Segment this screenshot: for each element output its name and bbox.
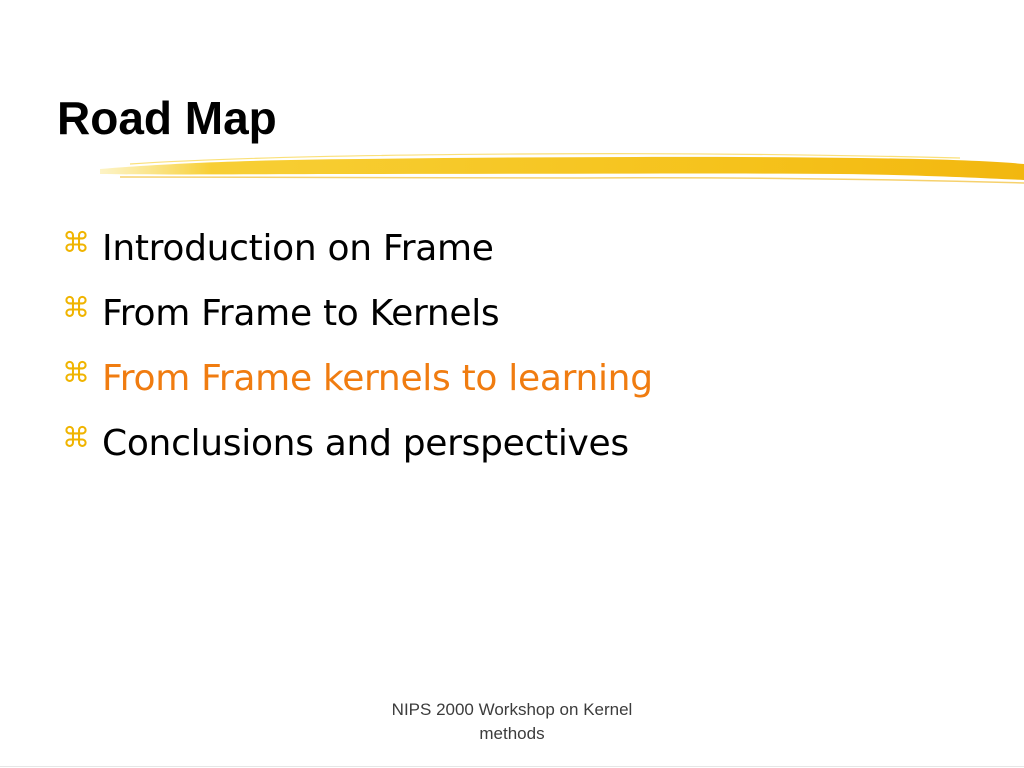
bullet-list	[62, 216, 653, 476]
bullet-item-frame-to-kernels	[62, 281, 653, 346]
command-key-icon: ⌘	[62, 225, 90, 259]
bullet-text: From Frame to Kernels	[102, 292, 500, 334]
slide-footer	[362, 698, 662, 746]
slide-title: Road Map	[57, 92, 277, 144]
bullet-text: Conclusions and perspectives	[102, 422, 629, 464]
bullet-item-conclusions	[62, 411, 653, 476]
title-brush-underline	[100, 150, 1024, 186]
footer-line-2: methods	[479, 724, 545, 743]
command-key-icon: ⌘	[62, 355, 90, 389]
bullet-item-introduction	[62, 216, 653, 281]
bullet-text-highlighted: From Frame kernels to learning	[102, 357, 653, 399]
bottom-divider	[0, 766, 1024, 767]
bullet-text: Introduction on Frame	[102, 227, 494, 269]
command-key-icon: ⌘	[62, 420, 90, 454]
bullet-item-kernels-to-learning	[62, 346, 653, 411]
footer-line-1: NIPS 2000 Workshop on Kernel	[391, 700, 633, 719]
command-key-icon: ⌘	[62, 290, 90, 324]
